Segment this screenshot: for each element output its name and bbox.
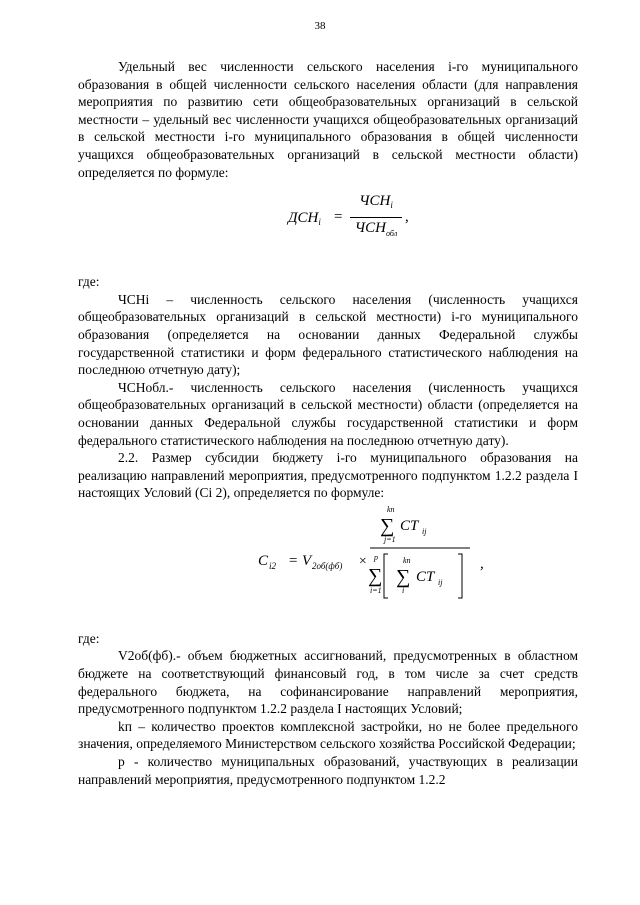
outer-sum-upper: p [374,552,378,562]
right-bracket [458,554,462,598]
formula2-lhs: C [258,552,269,569]
formula2-v: V [302,552,312,569]
sum-upper: kn [387,504,395,514]
inner-term-ct-sub: ij [438,577,443,587]
formula-comma: , [405,209,409,226]
inner-sum-sign: ∑ [396,565,411,588]
formula-equals: = [334,209,343,226]
definition-kp: kп – количество проектов комплексной застройки, но не более предельного значения, определяемого Министерством сельского хозяйства Российской Федерации; [78,718,578,752]
definition-chsn-i: ЧСНi – численность сельского населения (численность учащихся общеобразовательных организаций в сельской местности) i-го муниципального образования (определяется на основании данных Федеральной службы государственной статистики и форм федерального статистического наблюдения на последнюю отчетную дату); [78,291,578,378]
paragraph-specific-weight: Удельный вес численности сельского населения i-го муниципального образования в общей численности сельского населения области (для направления мероприятия по развитию сети общеобразовательных организаций в сельской местности – удельный вес численности учащихся общеобразовательных организаций в сельской местности i-го муниципального образования в общей численности учащихся общеобразовательных организаций в сельской местности области) определяется по формуле: [78,59,578,180]
formula2-times: × [358,553,368,569]
formula2-lhs-sub: i2 [269,560,277,571]
outer-sum-lower: i=1 [370,585,382,595]
paragraph-subsidy-size: 2.2. Размер субсидии бюджету i-го муниципального образования на реализацию направлений мероприятия, предусмотренного подпунктом 1.2.2 раздела I настоящих Условий (Ci 2), определяется по формуле: [78,450,578,501]
definition-v2: V2об(фб).- объем бюджетных ассигнований, предусмотренных в областном бюджете на соответствующий финансовый год, в том числе за счет средств федерального бюджета, на софинансирование направлений мероприятия, предусмотренного подпунктом 1.2.2 раздела I настоящих Условий; [78,648,578,717]
formula-denominator: $ЧСН_{обл}$ [354,219,398,238]
formula-fraction [350,193,402,242]
sum-lower: j=1 [384,534,396,544]
formula-lhs: $ДСН_i$ [288,210,321,228]
where-label-2: где: [78,630,100,646]
page-number: 38 [314,20,326,32]
sum-sign: ∑ [380,514,395,537]
inner-sum-lower: i [402,585,405,595]
document-body [78,58,578,788]
inner-sum-upper: kn [403,555,411,565]
term-ct: CT [400,517,419,534]
definition-p: p - количество муниципальных образований, участвующих в реализации направлений мероприятия, предусмотренного подпунктом 1.2.2 [78,754,578,787]
inner-term-ct: CT [416,568,435,585]
formula2-v-sub: 2об(фб) [312,560,343,571]
formula-subsidy-svg [248,502,548,620]
definition-chsn-obl: ЧСНобл.- численность сельского населения (численность учащихся общеобразовательных организаций в сельской местности) области (определяется на основании данных Федеральной службы государственной статистики и форм федерального статистического наблюдения на последнюю отчетную дату). [78,379,578,448]
formula-dsn [78,181,578,263]
left-bracket [384,554,388,598]
formula2-comma: , [480,555,484,572]
fraction-bar [350,217,402,218]
term-ct-sub: ij [422,526,427,536]
formula-numerator: $ЧСН_i$ [359,193,393,211]
formula-subsidy [78,502,578,620]
outer-sum-sign: ∑ [368,564,383,587]
where-label-1: где: [78,274,100,290]
formula2-equals: = [288,552,299,569]
